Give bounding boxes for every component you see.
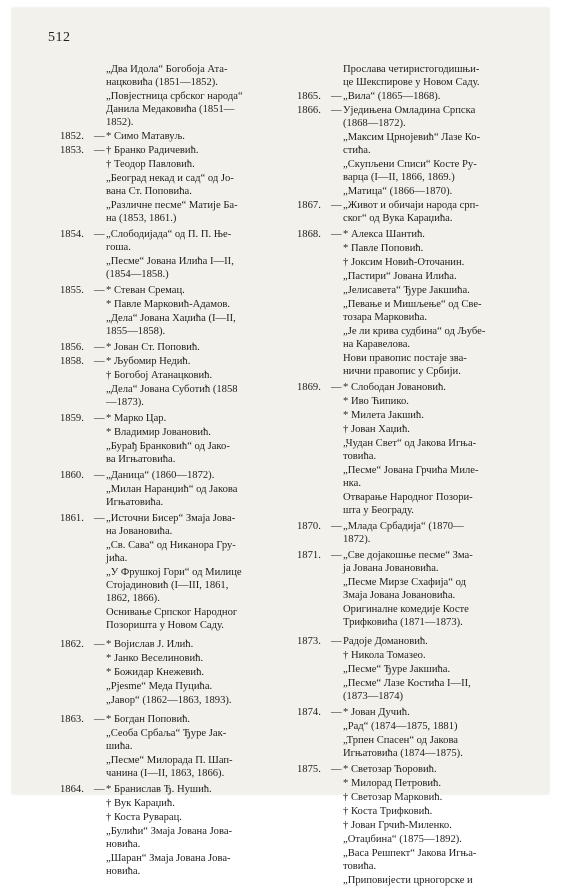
entry-year: 1874. <box>297 707 321 718</box>
entry-year: 1875. <box>297 764 321 775</box>
entry-text: * Симо Матавуљ. <box>106 131 185 142</box>
entry-text: „Песме Мирзе Схафија“ од Змаја Јована Јовановића. <box>343 577 466 601</box>
chronology-entry <box>297 185 532 198</box>
entry-year: 1859. <box>60 413 84 424</box>
entry-text: * Љубомир Недић. <box>106 356 191 367</box>
chronology-entry <box>297 131 532 157</box>
entry-year: 1867. <box>297 200 321 211</box>
chronology-entry <box>60 539 290 565</box>
chronology-entry <box>297 777 532 790</box>
chronology-entry <box>297 395 532 408</box>
entry-year: 1868. <box>297 229 321 240</box>
entry-text: † Теодор Павловић. <box>106 159 195 170</box>
chronology-entry <box>60 713 290 726</box>
entry-text: * Слободан Јовановић. <box>343 382 446 393</box>
chronology-entry <box>297 381 532 394</box>
entry-year: 1870. <box>297 521 321 532</box>
entry-text: * Павле Поповић. <box>343 243 424 254</box>
chronology-entry <box>60 797 290 810</box>
entry-year: 1865. <box>297 91 321 102</box>
chronology-entry <box>297 158 532 184</box>
chronology-entry <box>60 566 290 605</box>
entry-text: * Богдан Поповић. <box>106 714 191 725</box>
chronology-entry <box>297 325 532 351</box>
entry-text: „У Фрушкој Гори“ од Милице Стојадиновић (I—III, 1861, 1862, 1866). <box>106 567 242 604</box>
chronology-entry <box>297 270 532 283</box>
entry-year: 1866. <box>297 105 321 116</box>
entry-text: „Песме“ Милорада П. Шап- чанина (I—II, 1863, 1866). <box>106 755 233 779</box>
entry-text: „Различне песме“ Матије Ба- на (1853, 1861.) <box>106 200 238 224</box>
chronology-entry <box>60 255 290 281</box>
entry-year: 1860. <box>60 470 84 481</box>
entry-year: 1854. <box>60 229 84 240</box>
entry-text: * Јован Ст. Поповић. <box>106 342 200 353</box>
entry-dash: — <box>331 105 342 116</box>
chronology-entry <box>297 874 532 887</box>
entry-text: „Шаран“ Змаја Јована Јова- новића. <box>106 853 231 877</box>
right-column <box>297 63 532 888</box>
entry-text: „Св. Сава“ од Никанора Гру- јића. <box>106 540 236 564</box>
entry-text: Нови правопис постаје зва- нични правопис у Србији. <box>343 353 467 377</box>
chronology-entry <box>297 847 532 873</box>
chronology-entry <box>297 90 532 103</box>
chronology-entry <box>60 469 290 482</box>
entry-year: 1862. <box>60 639 84 650</box>
entry-text: „Приповијести црногорске и <box>343 875 473 886</box>
entry-text: * Јанко Веселиновић. <box>106 653 204 664</box>
entry-text: Оснивање Српског Народног Позоришта у Новом Саду. <box>106 607 238 631</box>
entry-text: * Марко Цар. <box>106 413 167 424</box>
chronology-entry <box>297 437 532 463</box>
chronology-entry <box>60 638 290 651</box>
entry-text: „Чудан Свет“ од Јакова Игња- товића. <box>343 438 477 462</box>
chronology-entry <box>297 706 532 719</box>
entry-text: „Јавор“ (1862—1863, 1893). <box>106 695 232 706</box>
entry-text: * Божидар Кнежевић. <box>106 667 205 678</box>
chronology-entry <box>297 464 532 490</box>
entry-text: Оригиналне комедије Косте Трифковића (1871—1873). <box>343 604 469 628</box>
entry-text: † Светозар Марковић. <box>343 792 443 803</box>
chronology-entry <box>60 144 290 157</box>
entry-dash: — <box>94 470 105 481</box>
entry-text: „Све дојакошње песме“ Зма- ја Јована Јовановића. <box>343 550 473 574</box>
entry-text: Отварање Народног Позори- шта у Београду. <box>343 492 473 516</box>
entry-text: „Pjesme“ Меда Пуцића. <box>106 681 213 692</box>
entry-text: * Бранислав Ђ. Нушић. <box>106 784 212 795</box>
entry-text: „Васа Решпект“ Јакова Игња- товића. <box>343 848 477 872</box>
entry-text: † Јован Хаџић. <box>343 424 410 435</box>
entry-year: 1852. <box>60 131 84 142</box>
entry-text: „Јелисавета“ Ђуре Јакшића. <box>343 285 470 296</box>
chronology-entry <box>60 199 290 225</box>
chronology-entry <box>60 228 290 254</box>
entry-text: † Вук Караџић. <box>106 798 175 809</box>
entry-text: „Бурађ Бранковић“ од Јако- ва Игњатовића. <box>106 441 230 465</box>
entry-year: 1864. <box>60 784 84 795</box>
entry-text: „Скупљени Списи“ Косте Ру- варца (I—II, 1866, 1869.) <box>343 159 477 183</box>
entry-text: „Пастири“ Јована Илића. <box>343 271 457 282</box>
chronology-entry <box>297 819 532 832</box>
chronology-entry <box>297 520 532 546</box>
entry-text: * Павле Марковић-Адамов. <box>106 299 231 310</box>
chronology-entry <box>297 409 532 422</box>
entry-dash: — <box>331 521 342 532</box>
entry-dash: — <box>94 413 105 424</box>
chronology-entry <box>297 603 532 629</box>
entry-dash: — <box>94 342 105 353</box>
entry-dash: — <box>331 550 342 561</box>
entry-dash: — <box>331 91 342 102</box>
entry-text: † Коста Трифковић. <box>343 806 433 817</box>
chronology-entry <box>297 352 532 378</box>
entry-year: 1861. <box>60 513 84 524</box>
entry-text: * Милета Јакшић. <box>343 410 424 421</box>
chronology-entry <box>297 677 532 703</box>
entry-dash: — <box>331 764 342 775</box>
document-page <box>12 8 549 886</box>
chronology-entry <box>60 852 290 878</box>
chronology-entry <box>297 298 532 324</box>
chronology-entry <box>297 63 532 89</box>
entry-text: „Дела“ Јована Хаџића (I—II, 1855—1858). <box>106 313 236 337</box>
entry-text: * Јован Дучић. <box>343 707 410 718</box>
entry-dash: — <box>94 784 105 795</box>
entry-text: „Београд некад и сад“ од Јо- вана Ст. Поповића. <box>106 173 234 197</box>
entry-text: „Песме“ Јована Грчића Миле- нка. <box>343 465 479 489</box>
entry-year: 1858. <box>60 356 84 367</box>
entry-year: 1871. <box>297 550 321 561</box>
entry-text: „Песме“ Лазе Костића I—II, (1873—1874) <box>343 678 471 702</box>
entry-text: † Богобој Атанацковић. <box>106 370 213 381</box>
chronology-entry <box>60 341 290 354</box>
chronology-entry <box>297 734 532 760</box>
chronology-entry <box>297 833 532 846</box>
entry-text: „Певање и Мишљење“ од Све- тозара Марковића. <box>343 299 482 323</box>
chronology-entry <box>297 491 532 517</box>
chronology-entry <box>60 158 290 171</box>
entry-text: † Коста Руварац. <box>106 812 182 823</box>
chronology-entry <box>297 228 532 241</box>
entry-text: „Је ли крива судбина“ од Љубе- на Каравелова. <box>343 326 486 350</box>
entry-text: „Слободијада“ од П. П. Ње- гоша. <box>106 229 232 253</box>
entry-text: „Вила“ (1865—1868). <box>343 91 441 102</box>
entry-dash: — <box>94 714 105 725</box>
chronology-entry <box>60 355 290 368</box>
entry-text: * Светозар Ћоровић. <box>343 764 437 775</box>
entry-dash: — <box>94 131 105 142</box>
entry-dash: — <box>94 145 105 156</box>
chronology-entry <box>60 369 290 382</box>
entry-text: * Владимир Јовановић. <box>106 427 211 438</box>
chronology-entry <box>297 576 532 602</box>
entry-text: † Јоксим Новић-Оточанин. <box>343 257 465 268</box>
chronology-entry <box>60 652 290 665</box>
entry-text: „Песме“ Јована Илића I—II, (1854—1858.) <box>106 256 234 280</box>
entry-year: 1855. <box>60 285 84 296</box>
entry-text: „Милан Наранџић“ од Јакова Игњатовића. <box>106 484 238 508</box>
entry-text: † Јован Грчић-Миленко. <box>343 820 452 831</box>
entry-text: „Отаџбина“ (1875—1892). <box>343 834 462 845</box>
entry-text: „Рад“ (1874—1875, 1881) <box>343 721 458 732</box>
entry-text: * Милорад Петровић. <box>343 778 441 789</box>
entry-dash: — <box>331 382 342 393</box>
chronology-entry <box>60 130 290 143</box>
entry-text: „Трпен Спасен“ од Јакова Игњатовића (1874—1875). <box>343 735 463 759</box>
entry-text: „Матица“ (1866—1870). <box>343 186 453 197</box>
entry-year: 1873. <box>297 636 321 647</box>
entry-text: „Источни Бисер“ Змаја Јова- на Јовановића. <box>106 513 236 537</box>
entry-text: † Бранко Радичевић. <box>106 145 199 156</box>
entry-dash: — <box>94 513 105 524</box>
chronology-entry <box>297 199 532 225</box>
entry-text: „Живот и обичаји народа срп- ског“ од Вука Караџића. <box>343 200 479 224</box>
entry-text: † Никола Томазео. <box>343 650 426 661</box>
entry-text: * Стеван Сремац. <box>106 285 185 296</box>
chronology-entry <box>60 440 290 466</box>
chronology-entry <box>297 635 532 648</box>
chronology-entry <box>297 549 532 575</box>
chronology-entry <box>60 63 290 89</box>
entry-dash: — <box>94 356 105 367</box>
entry-text: * Војислав Ј. Илић. <box>106 639 194 650</box>
entry-text: * Иво Ћипико. <box>343 396 409 407</box>
chronology-entry <box>60 666 290 679</box>
left-column <box>60 63 290 879</box>
chronology-entry <box>297 242 532 255</box>
chronology-entry <box>297 649 532 662</box>
entry-text: „Булићи“ Змаја Јована Јова- новића. <box>106 826 233 850</box>
chronology-entry <box>60 512 290 538</box>
entry-dash: — <box>94 285 105 296</box>
chronology-entry <box>60 680 290 693</box>
chronology-entry <box>60 783 290 796</box>
chronology-entry <box>60 825 290 851</box>
entry-text: Уједињена Омладина Српска (1868—1872). <box>343 105 476 129</box>
chronology-entry <box>60 172 290 198</box>
chronology-entry <box>297 791 532 804</box>
entry-text: „Даница“ (1860—1872). <box>106 470 215 481</box>
entry-text: „Песме“ Ђуре Јакшића. <box>343 664 451 675</box>
entry-text: „Максим Црнојевић“ Лазе Ко- стића. <box>343 132 481 156</box>
page-number: 512 <box>48 30 71 45</box>
chronology-entry <box>60 694 290 707</box>
chronology-entry <box>60 383 290 409</box>
entry-year: 1856. <box>60 342 84 353</box>
chronology-entry <box>60 426 290 439</box>
entry-text: „Дела“ Јована Суботић (1858 —1873). <box>106 384 238 408</box>
chronology-entry <box>60 412 290 425</box>
entry-dash: — <box>331 229 342 240</box>
entry-year: 1863. <box>60 714 84 725</box>
chronology-entry <box>297 256 532 269</box>
chronology-entry <box>60 284 290 297</box>
entry-dash: — <box>94 639 105 650</box>
entry-dash: — <box>331 707 342 718</box>
entry-text: Прослава четиристогодишњи- це Шекспирове у Новом Саду. <box>343 64 480 88</box>
chronology-entry <box>60 754 290 780</box>
chronology-entry <box>297 805 532 818</box>
entry-text: Радоје Домановић. <box>343 636 428 647</box>
chronology-entry <box>297 763 532 776</box>
entry-dash: — <box>94 229 105 240</box>
entry-dash: — <box>331 200 342 211</box>
chronology-entry <box>297 284 532 297</box>
entry-text: „Повјестница србског народа“ Данила Медаковића (1851— 1852). <box>106 91 243 128</box>
chronology-entry <box>60 606 290 632</box>
entry-text: „Сеоба Србаља“ Ђуре Јак- шића. <box>106 728 227 752</box>
chronology-entry <box>297 423 532 436</box>
entry-text: „Млада Србадија“ (1870— 1872). <box>343 521 464 545</box>
chronology-entry <box>297 663 532 676</box>
chronology-entry <box>60 483 290 509</box>
chronology-entry <box>60 298 290 311</box>
chronology-entry <box>60 811 290 824</box>
entry-year: 1853. <box>60 145 84 156</box>
entry-dash: — <box>331 636 342 647</box>
entry-year: 1869. <box>297 382 321 393</box>
chronology-entry <box>60 90 290 129</box>
chronology-entry <box>60 727 290 753</box>
entry-text: * Алекса Шантић. <box>343 229 425 240</box>
chronology-entry <box>297 104 532 130</box>
entry-text: „Два Идола“ Богобоја Ата- нацковића (1851—1852). <box>106 64 228 88</box>
chronology-entry <box>60 312 290 338</box>
chronology-entry <box>297 720 532 733</box>
